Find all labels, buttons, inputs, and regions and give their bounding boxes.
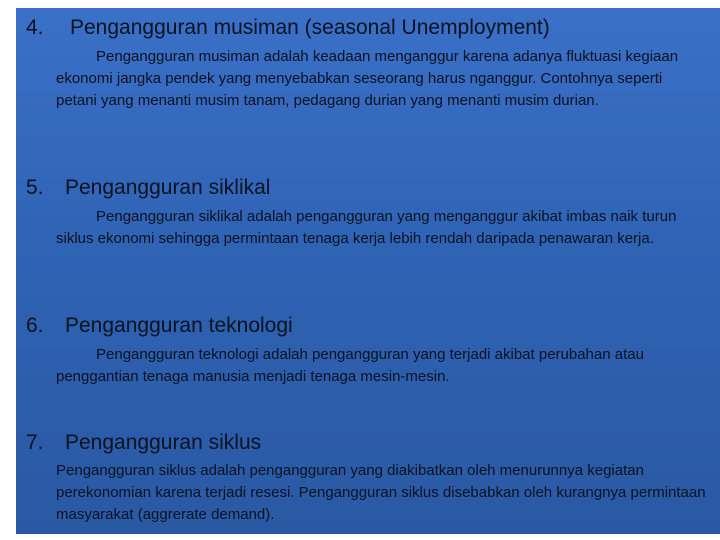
item-title: Pengangguran siklus (65, 431, 262, 454)
item-description: Pengangguran siklus adalah pengangguran yang diakibatkan oleh menurunnya kegiatan perekonomian karena terjadi resesi. Pengangguran siklus disebabkan oleh kurangnya permintaan masyarakat (aggrerate demand). (56, 462, 706, 523)
item-title: Pengangguran teknologi (65, 314, 293, 337)
item-title: Pengangguran siklikal (65, 176, 271, 199)
item-description: Pengangguran musiman adalah keadaan menganggur karena adanya fluktuasi kegiaan ekonomi jangka pendek yang menyebabkan seseorang harus nganggur. Contohnya seperti petani yang menanti musim tanam, pedagang durian yang menanti musim durian. (56, 48, 679, 109)
item-description: Pengangguran teknologi adalah pengangguran yang terjadi akibat perubahan atau penggantian tenaga manusia menjadi tenaga mesin-mesin. (56, 346, 644, 385)
item-number: 5. (26, 176, 44, 199)
item-number: 6. (26, 314, 44, 337)
item-description: Pengangguran siklikal adalah pengangguran yang menganggur akibat imbas naik turun siklus ekonomi sehingga permintaan tenaga kerja lebih rendah daripada penawaran kerja. (56, 208, 677, 247)
item-title: Pengangguran musiman (seasonal Unemployment) (70, 16, 550, 39)
slide (16, 8, 720, 534)
item-number: 7. (26, 431, 44, 454)
item-number: 4. (26, 16, 44, 39)
